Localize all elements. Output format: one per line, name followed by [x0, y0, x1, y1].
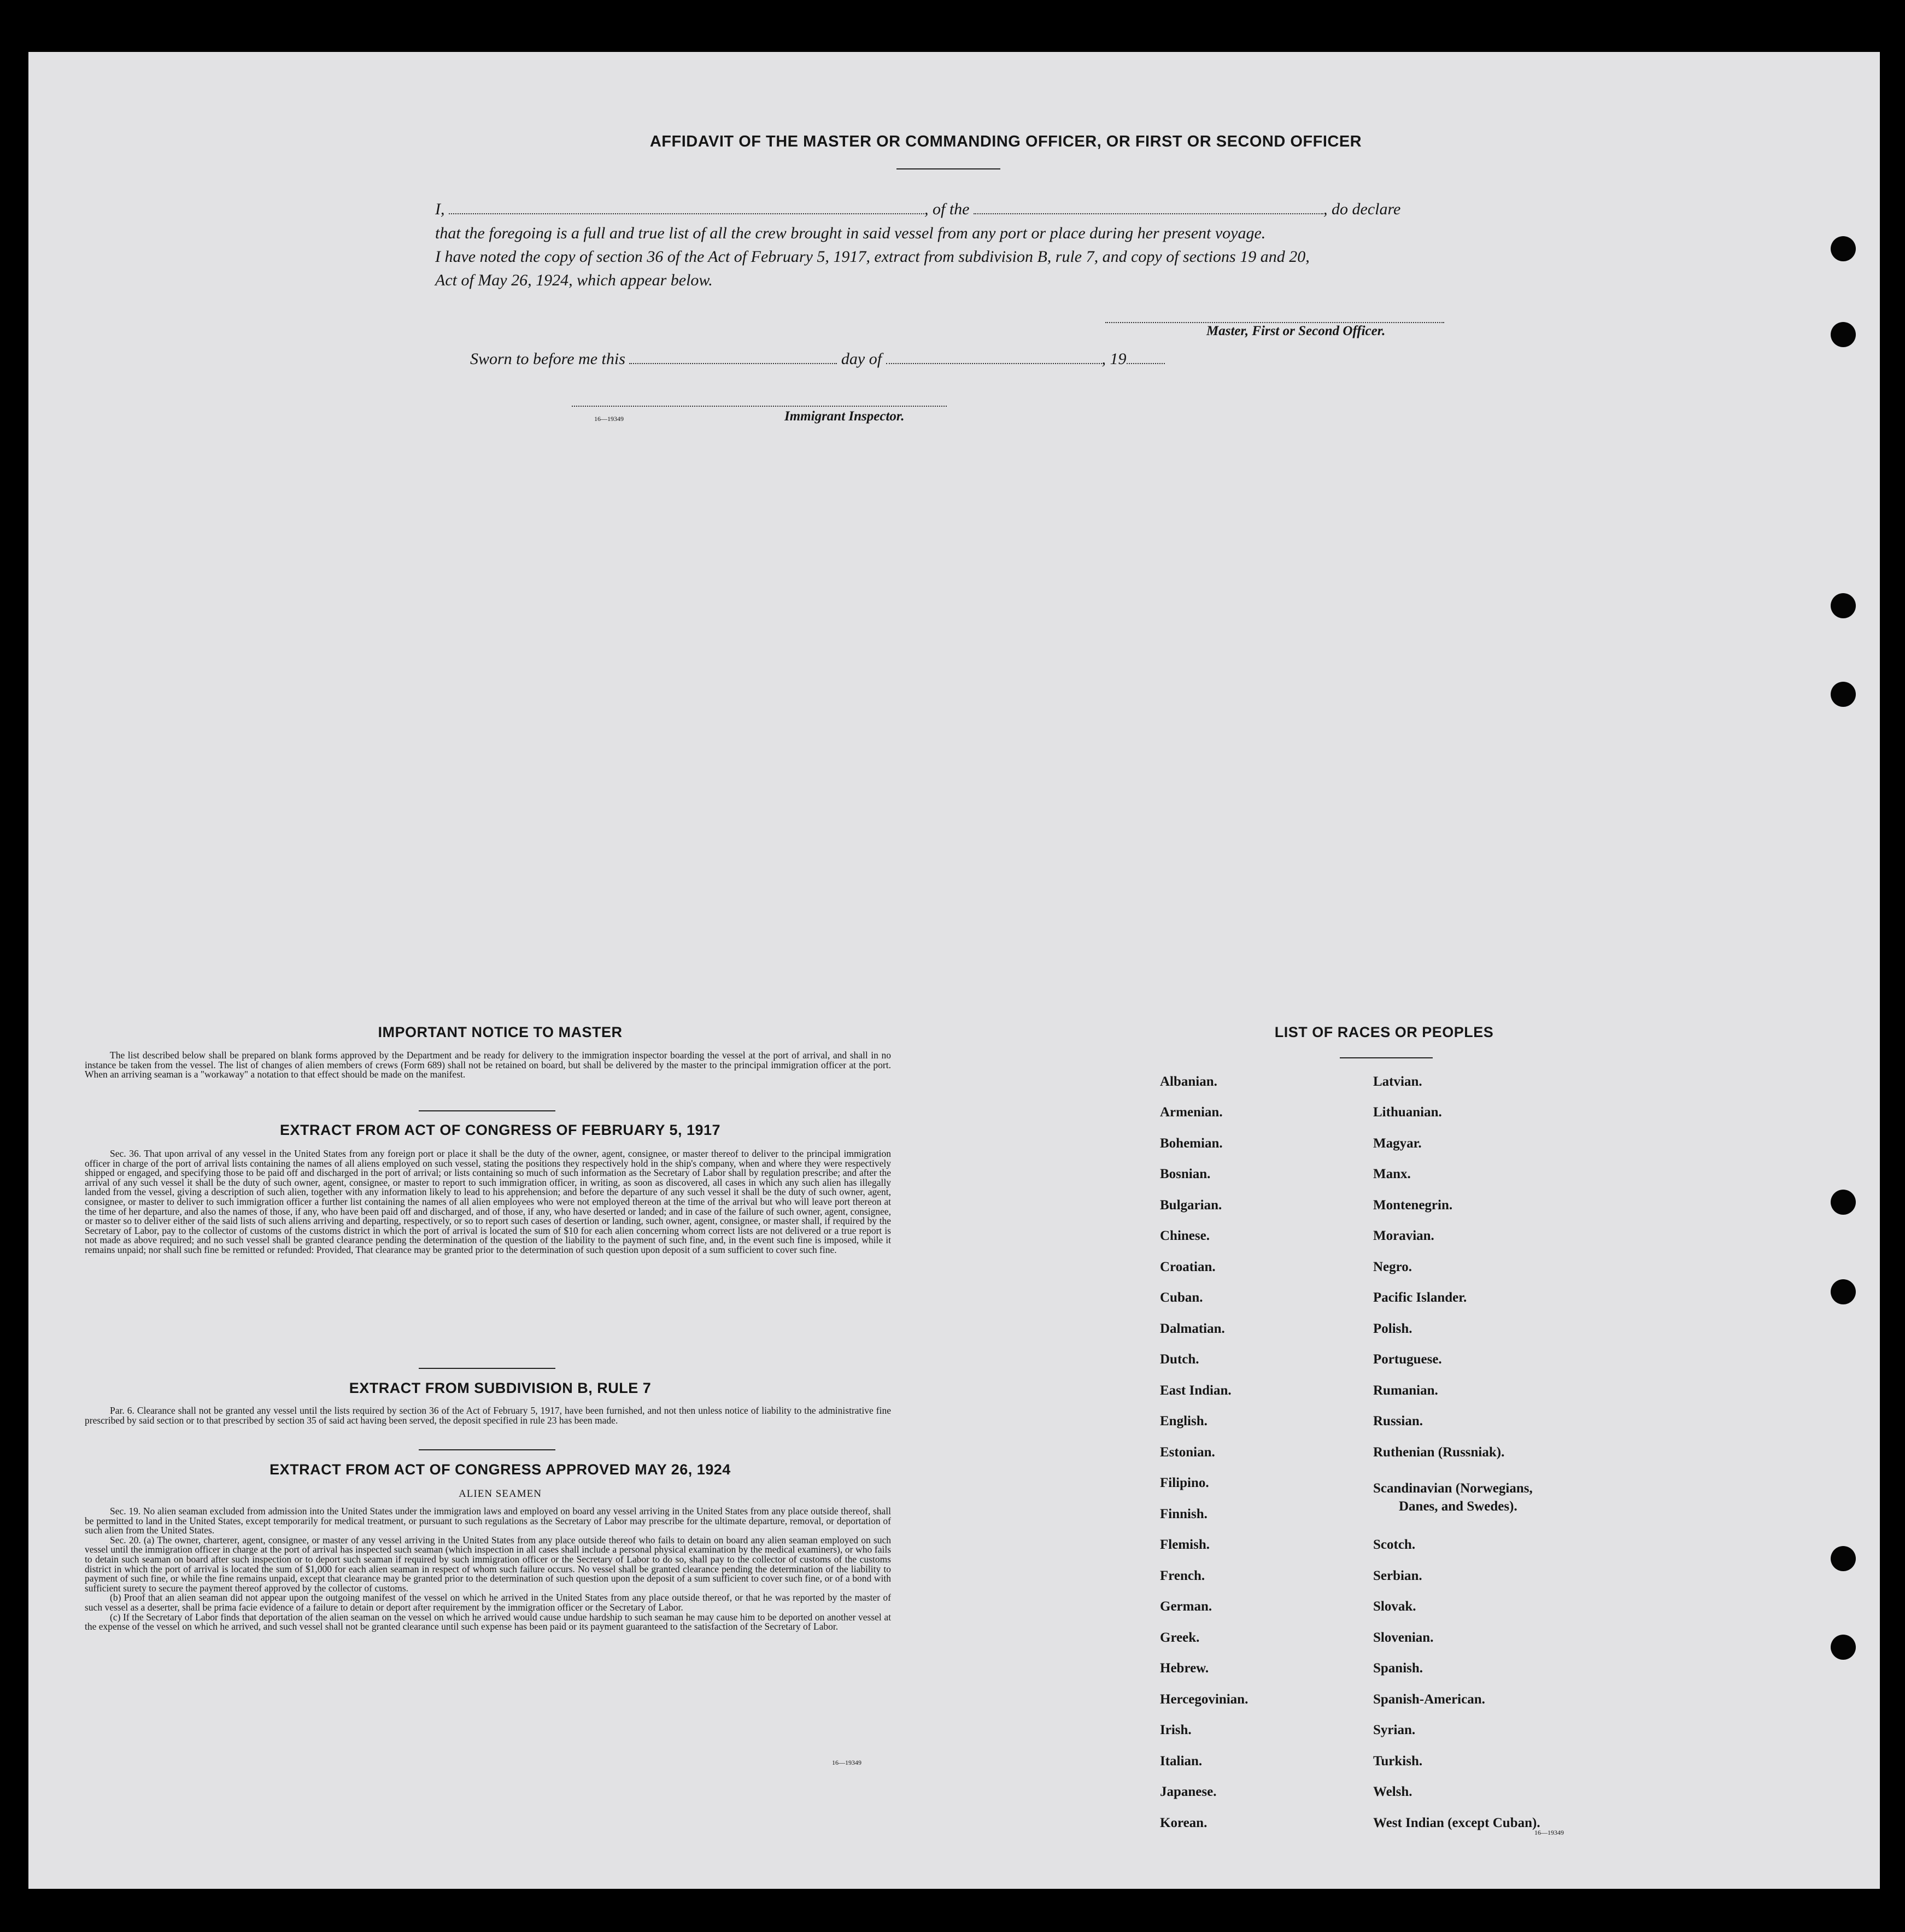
punch-hole	[1831, 1546, 1856, 1571]
punch-hole	[1831, 682, 1856, 707]
race-item: Negro.	[1373, 1260, 1412, 1274]
inspector-signature-line[interactable]	[572, 406, 947, 407]
races-title-underline	[1340, 1057, 1433, 1058]
race-item: Montenegrin.	[1373, 1198, 1453, 1213]
race-item: Filipino.	[1160, 1476, 1209, 1490]
sworn-day-field[interactable]	[629, 363, 837, 364]
extract-1917-text	[85, 1149, 891, 1255]
section-20c-paragraph: (c) If the Secretary of Labor finds that deportation of the alien seaman on the vessel on which he arrived would cause undue hardship to such seaman he may cause him to be deported on another vessel at the expense of the vessel on which he arrived, and such vessel shall not be granted clearance until such expense has been paid or its payment guaranteed to the satisfaction of the Secretary of Labor.	[85, 1611, 891, 1632]
race-item: Bulgarian.	[1160, 1198, 1222, 1213]
declaration-line-4: Act of May 26, 1924, which appear below.	[435, 271, 713, 289]
race-item: West Indian (except Cuban).	[1373, 1816, 1540, 1830]
race-item: Syrian.	[1373, 1723, 1416, 1737]
races-form-number: 16—19349	[1534, 1829, 1564, 1836]
legal-form-number: 16—19349	[832, 1759, 861, 1766]
notice-title: IMPORTANT NOTICE TO MASTER	[378, 1024, 623, 1040]
affidavit-title: AFFIDAVIT OF THE MASTER OR COMMANDING OFFICER, OR FIRST OR SECOND OFFICER	[649, 133, 1362, 150]
section-divider	[419, 1449, 555, 1450]
section-20a-paragraph: Sec. 20. (a) The owner, charterer, agent, consignee, or master of any vessel arriving in the United States from any place outside thereof who fails to detain on board any alien seaman employed on such vessel until the immigration officer in charge at the port of arrival has inspected such seaman (which inspection in all cases shall include a personal physical examination by the medical examiners), or who fails to detain such seaman on board after such inspection or to deport such seaman if required by such immigration officer or the Secretary of Labor to do so, shall pay to the collector of customs of the customs district in which the port of arrival is located the sum of $1,000 for each alien seaman in respect of whom such failure occurs. No vessel shall be granted clearance pending the determination of the liability to payment of such fine, or while the fine remains unpaid, except that clearance may be granted prior to the determination of such question upon the deposit of a sum sufficient to cover such fine, or of a bond with sufficient surety to secure the payment thereof approved by the collector of customs.	[85, 1534, 891, 1594]
race-item: Japanese.	[1160, 1784, 1217, 1799]
subdivision-b-title: EXTRACT FROM SUBDIVISION B, RULE 7	[349, 1380, 652, 1396]
title-underline	[896, 168, 1000, 169]
year-field[interactable]	[1127, 363, 1165, 364]
race-item: Irish.	[1160, 1723, 1192, 1737]
inspector-label: Immigrant Inspector.	[784, 409, 905, 424]
race-item: East Indian.	[1160, 1383, 1232, 1398]
race-item: Spanish-American.	[1373, 1692, 1485, 1707]
sworn-month-field[interactable]	[886, 363, 1102, 364]
race-item: Ruthenian (Russniak).	[1373, 1445, 1505, 1460]
race-item: Bosnian.	[1160, 1167, 1211, 1181]
punch-hole	[1831, 236, 1856, 261]
race-item: Moravian.	[1373, 1228, 1434, 1243]
race-item: German.	[1160, 1599, 1212, 1614]
race-item: Magyar.	[1373, 1136, 1422, 1151]
race-item: Hercegovinian.	[1160, 1692, 1248, 1707]
alien-seamen-subtitle: ALIEN SEAMEN	[459, 1488, 542, 1500]
section-36-paragraph: Sec. 36. That upon arrival of any vessel in the United States from any foreign port or place it shall be the duty of the owner, agent, consignee, or master thereof to deliver to the principal immigration officer in charge of the port of arrival lists containing the names of all aliens employed on such vessel, stating the positions they respectively hold in the ship's company, when and where they were respectively shipped or engaged, and specifying those to be paid off and discharged in the port of arrival; or lists containing so much of such information as the Secretary of Labor shall by regulation prescribe; and after the arrival of any such vessel it shall be the duty of such owner, agent, consignee, or master to report to such immigration officer, in writing, as soon as discovered, all cases in which any such alien has illegally landed from the vessel, giving a description of such alien, together with any information likely to lead to his apprehension; and before the departure of any such vessel it shall be the duty of such owner, agent, consignee, or master to deliver to such immigration officer a further list containing the names of all alien employees who were not employed thereon at the time of the arrival but who will leave port thereon at the time of her departure, and also the names of those, if any, who have been paid off and discharged, and of those, if any, who have deserted or landed; and in case of the failure of such owner, agent, consignee, or master so to deliver either of the said lists of such aliens arriving and departing, respectively, or so to report such cases of desertion or landing, such owner, agent, consignee, or master shall, if required by the Secretary of Labor, pay to the collector of customs of the customs district in which the port of arrival is located the sum of $10 for each alien concerning whom correct lists are not delivered or a true report is not made as above required; and no such vessel shall be granted clearance pending the determination of the question of the liability to the payment of such fine, and, in the event such fine is imposed, while it remains unpaid; nor shall such fine be remitted or refunded: Provided, That clearance may be granted prior to the determination of such question upon deposit of a sum sufficient to cover such fine.	[85, 1148, 891, 1255]
race-item: Armenian.	[1160, 1105, 1223, 1120]
punch-hole	[1831, 1635, 1856, 1660]
race-item: Bohemian.	[1160, 1136, 1223, 1151]
race-item: Pacific Islander.	[1373, 1290, 1467, 1305]
affidavit-form-number: 16—19349	[594, 415, 624, 423]
races-left-column	[1160, 1074, 1357, 1883]
form-page	[28, 52, 1880, 1889]
race-item: Slovenian.	[1373, 1630, 1434, 1645]
name-field[interactable]	[449, 213, 924, 214]
section-divider	[419, 1368, 555, 1369]
race-item: Hebrew.	[1160, 1661, 1209, 1676]
race-item: Cuban.	[1160, 1290, 1203, 1305]
race-item: Russian.	[1373, 1414, 1423, 1428]
par-6-paragraph: Par. 6. Clearance shall not be granted any vessel until the lists required by section 36 of the Act of February 5, 1917, have been furnished, and not then unless notice of liability to the administrative fine prescribed by said section or to that prescribed by section 35 of said act having been served, the deposit specified in rule 23 has been made.	[85, 1405, 891, 1426]
sworn-label: Sworn to before me this	[470, 350, 625, 368]
punch-hole	[1831, 1279, 1856, 1304]
do-declare-label: , do declare	[1323, 200, 1401, 218]
year-label: , 19	[1101, 350, 1127, 368]
race-item: Flemish.	[1160, 1537, 1210, 1552]
extract-1924-title: EXTRACT FROM ACT OF CONGRESS APPROVED MAY 26, 1924	[269, 1461, 731, 1478]
section-divider	[419, 1110, 555, 1111]
race-item: Latvian.	[1373, 1074, 1422, 1089]
declaration-line-2: that the foregoing is a full and true list of all the crew brought in said vessel from any port or place during her present voyage.	[435, 224, 1266, 242]
i-label: I,	[435, 200, 445, 218]
punch-hole	[1831, 322, 1856, 347]
day-of-label: day of	[841, 350, 882, 368]
race-item: Welsh.	[1373, 1784, 1412, 1799]
race-item: Portuguese.	[1373, 1352, 1442, 1367]
subdivision-b-text	[85, 1406, 891, 1425]
race-item: Korean.	[1160, 1816, 1208, 1830]
race-item: Croatian.	[1160, 1260, 1216, 1274]
races-right-column	[1373, 1074, 1646, 1883]
race-item: Albanian.	[1160, 1074, 1217, 1089]
race-item: Rumanian.	[1373, 1383, 1438, 1398]
of-the-label: , of the	[924, 200, 970, 218]
notice-paragraph: The list described below shall be prepared on blank forms approved by the Department and be ready for delivery to the immigration inspector boarding the vessel at the port of arrival, and shall in no instance be taken from the vessel. The list of changes of alien members of crews (Form 689) shall not be retained on board, but shall be delivered by the master to the principal immigration officer at the port. When an arriving seaman is a "workaway" a notation to that effect should be made on the manifest.	[85, 1050, 891, 1080]
race-item: French.	[1160, 1568, 1205, 1583]
race-item: Scotch.	[1373, 1537, 1416, 1552]
race-item: Scandinavian (Norwegians,	[1373, 1481, 1533, 1496]
extract-1917-title: EXTRACT FROM ACT OF CONGRESS OF FEBRUARY 5, 1917	[279, 1122, 721, 1138]
race-item: Manx.	[1373, 1167, 1411, 1181]
extract-1924-text	[85, 1507, 891, 1632]
race-item: Estonian.	[1160, 1445, 1215, 1460]
section-20b-paragraph: (b) Proof that an alien seaman did not appear upon the outgoing manifest of the vessel on which he arrived in the United States from any place outside thereof, or that he was reported by the master of such vessel as a deserter, shall be prima facie evidence of a failure to detain or deport after requirement by the immigration officer or the Secretary of Labor.	[85, 1592, 891, 1613]
punch-hole	[1831, 593, 1856, 618]
race-item: English.	[1160, 1414, 1208, 1428]
race-item: Lithuanian.	[1373, 1105, 1442, 1120]
race-item: Chinese.	[1160, 1228, 1210, 1243]
race-item: Spanish.	[1373, 1661, 1423, 1676]
race-item: Slovak.	[1373, 1599, 1416, 1614]
punch-hole	[1831, 1190, 1856, 1215]
notice-text	[85, 1051, 891, 1080]
declaration-line-3: I have noted the copy of section 36 of the Act of February 5, 1917, extract from subdivision B, rule 7, and copy of sections 19 and 20,	[435, 248, 1310, 266]
race-item: Turkish.	[1373, 1754, 1423, 1769]
race-item: Greek.	[1160, 1630, 1200, 1645]
declaration-line-1	[435, 197, 1496, 221]
sworn-line	[470, 347, 1235, 371]
race-item: Serbian.	[1373, 1568, 1422, 1583]
race-item: Finnish.	[1160, 1507, 1208, 1521]
race-item: Italian.	[1160, 1754, 1203, 1769]
signature-label: Master, First or Second Officer.	[1206, 324, 1386, 338]
race-item: Danes, and Swedes).	[1399, 1499, 1517, 1514]
race-item: Dutch.	[1160, 1352, 1199, 1367]
section-19-paragraph: Sec. 19. No alien seaman excluded from admission into the United States under the immigration laws and employed on board any vessel arriving in the United States from any place outside thereof, shall be permitted to land in the United States, except temporarily for medical treatment, or pursuant to such regulations as the Secretary of Labor may prescribe for the ultimate departure, removal, or deportation of such alien from the United States.	[85, 1506, 891, 1536]
races-title: LIST OF RACES OR PEOPLES	[1274, 1024, 1494, 1040]
race-item: Polish.	[1373, 1321, 1412, 1336]
vessel-field[interactable]	[974, 213, 1323, 214]
race-item: Dalmatian.	[1160, 1321, 1225, 1336]
